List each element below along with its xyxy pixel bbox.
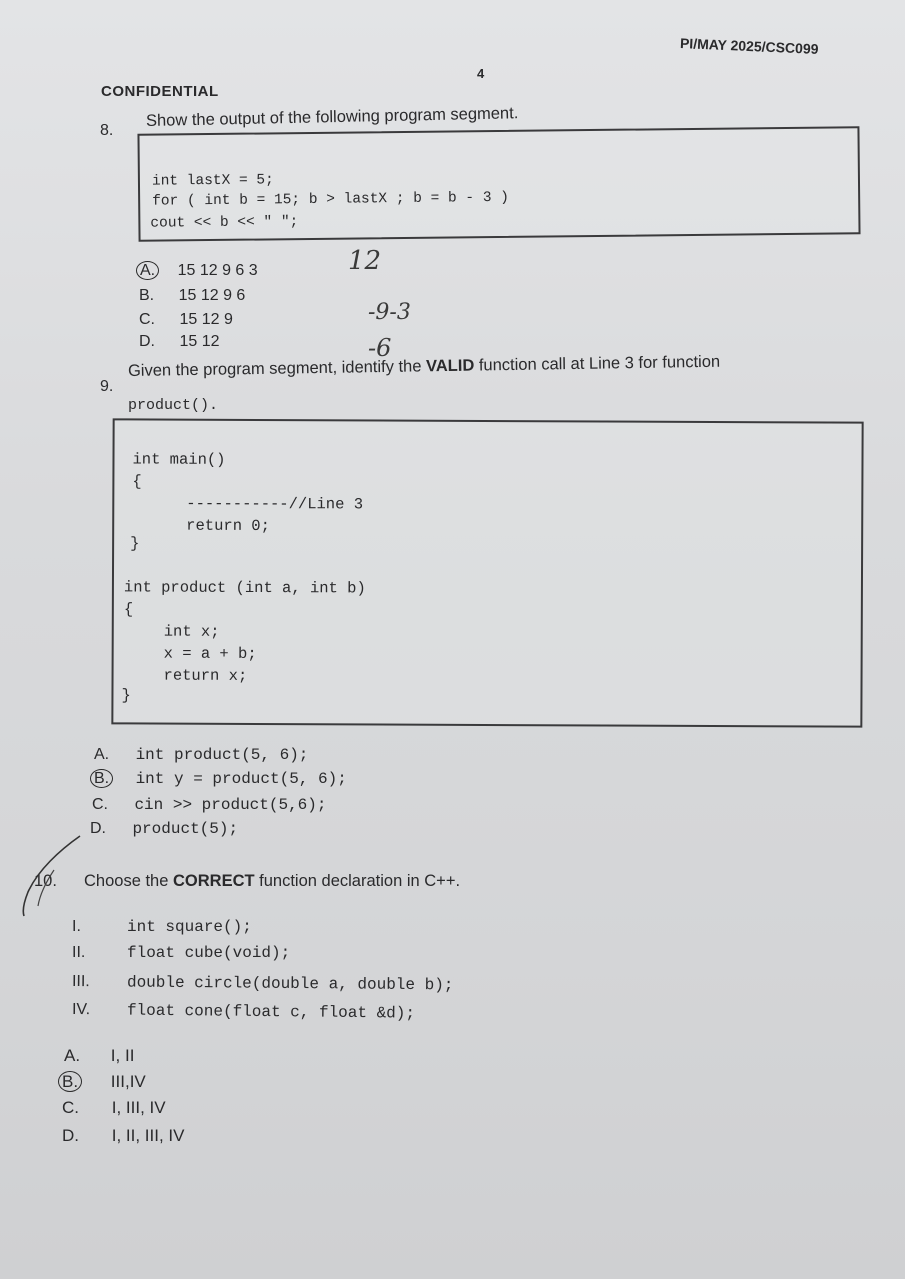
q10-option-c-text: I, III, IV [111, 1098, 166, 1117]
q10-option-a[interactable] [64, 1046, 134, 1066]
q10-option-b[interactable] [58, 1072, 146, 1092]
q9-option-d-text: product(5); [132, 820, 239, 838]
q10-option-c[interactable] [62, 1098, 166, 1118]
q9-text-after: function call at Line 3 for function [474, 352, 721, 375]
q9-code-line-8: int x; [163, 622, 220, 641]
q8-code-line-2: for ( int b = 15; b > lastX ; b = b - 3 ) [152, 189, 509, 210]
q9-text-before: Given the program segment, identify the [127, 357, 427, 380]
q8-question-text: Show the output of the following program segment. [145, 104, 519, 130]
q9-code-line-4: return 0; [186, 516, 270, 536]
paper-code: PI/MAY 2025/CSC099 [679, 34, 819, 58]
q9-code-line-9: x = a + b; [163, 644, 257, 663]
q10-option-d[interactable] [62, 1126, 184, 1146]
q8-option-a[interactable] [136, 262, 258, 280]
q9-code-line-11: } [121, 686, 131, 705]
q8-option-d[interactable] [139, 333, 220, 351]
q10-option-c-letter: C. [62, 1098, 79, 1117]
q9-option-b-letter: B. [90, 769, 113, 788]
q10-option-d-letter: D. [62, 1126, 79, 1145]
q8-option-b[interactable] [139, 287, 245, 305]
q9-code-line-6: int product (int a, int b) [123, 578, 366, 598]
q9-option-c[interactable] [92, 796, 326, 814]
q8-option-a-letter: A. [136, 261, 159, 280]
q8-code-line-3: cout << b << " "; [150, 214, 299, 232]
q10-item-4-code: float cone(float c, float &d); [126, 1001, 416, 1023]
confidential-label: CONFIDENTIAL [101, 83, 219, 100]
q10-option-b-text: III,IV [110, 1072, 146, 1091]
q9-option-c-text: cin >> product(5,6); [134, 796, 327, 814]
q8-option-d-letter: D. [139, 333, 155, 350]
q10-option-a-text: I, II [110, 1046, 135, 1065]
q9-option-a-text: int product(5, 6); [135, 746, 309, 764]
q9-line3-text: -----------//Line 3 [186, 494, 364, 514]
q9-code-line-3 [186, 495, 363, 514]
q9-code-line-5: } [130, 534, 140, 553]
q10-item-3-roman: III. [71, 973, 90, 991]
q9-text-bold: VALID [425, 356, 475, 376]
q10-option-b-letter: B. [58, 1071, 82, 1092]
q10-item-1-roman: I. [72, 918, 81, 935]
q10-text-before: Choose the [84, 872, 173, 890]
q9-option-b[interactable] [90, 770, 347, 788]
q10-item-2-code: float cube(void); [127, 944, 291, 962]
q8-option-a-text: 15 12 9 6 3 [177, 262, 258, 279]
q10-option-d-text: I, II, III, IV [111, 1126, 185, 1145]
pen-mark-icon [10, 830, 90, 920]
handwritten-note-2: -9-3 [368, 300, 411, 325]
q8-code-line-1: int lastX = 5; [151, 172, 274, 190]
q10-item-4-roman: IV. [71, 1001, 91, 1019]
q10-text-after: function declaration in C++. [254, 872, 461, 890]
q10-question-text [84, 872, 460, 891]
q9-question-text-line2: product(). [128, 397, 219, 414]
q9-code-line-7: { [123, 600, 134, 619]
q8-code-box [137, 126, 860, 242]
q10-option-a-letter: A. [64, 1046, 81, 1065]
q10-item-2 [72, 944, 290, 962]
q9-question-text [128, 353, 720, 381]
q10-text-bold: CORRECT [172, 872, 255, 890]
q9-code-line-10: return x; [163, 666, 248, 685]
handwritten-note-1: 12 [348, 246, 382, 276]
q10-item-1-code: int square(); [127, 918, 252, 936]
page-number: 4 [477, 66, 485, 81]
q8-option-b-letter: B. [139, 287, 155, 304]
q9-code-line-2: { [132, 472, 142, 491]
handwritten-note-3: -6 [368, 334, 392, 362]
q9-option-b-text: int y = product(5, 6); [135, 770, 347, 788]
q9-option-a-letter: A. [94, 746, 110, 763]
q8-option-c[interactable] [139, 311, 233, 329]
q10-number: 10. [34, 872, 57, 890]
q8-option-c-text: 15 12 9 [179, 311, 233, 328]
q10-item-3 [72, 973, 454, 994]
q8-option-c-letter: C. [139, 311, 155, 328]
q8-option-d-text: 15 12 [179, 333, 220, 350]
q10-item-3-code: double circle(double a, double b); [126, 973, 454, 995]
q10-item-1 [72, 918, 252, 936]
q10-item-2-roman: II. [72, 944, 86, 961]
q8-number: 8. [100, 122, 114, 139]
q9-code-box [111, 418, 863, 727]
q9-option-a[interactable] [94, 746, 308, 764]
q9-option-c-letter: C. [92, 796, 108, 813]
q9-option-d[interactable] [90, 820, 238, 838]
q9-number: 9. [100, 378, 114, 395]
q9-option-d-letter: D. [90, 820, 106, 837]
q9-code-line-1: int main() [132, 450, 226, 469]
q8-option-b-text: 15 12 9 6 [178, 287, 246, 304]
q10-item-4 [72, 1001, 415, 1023]
